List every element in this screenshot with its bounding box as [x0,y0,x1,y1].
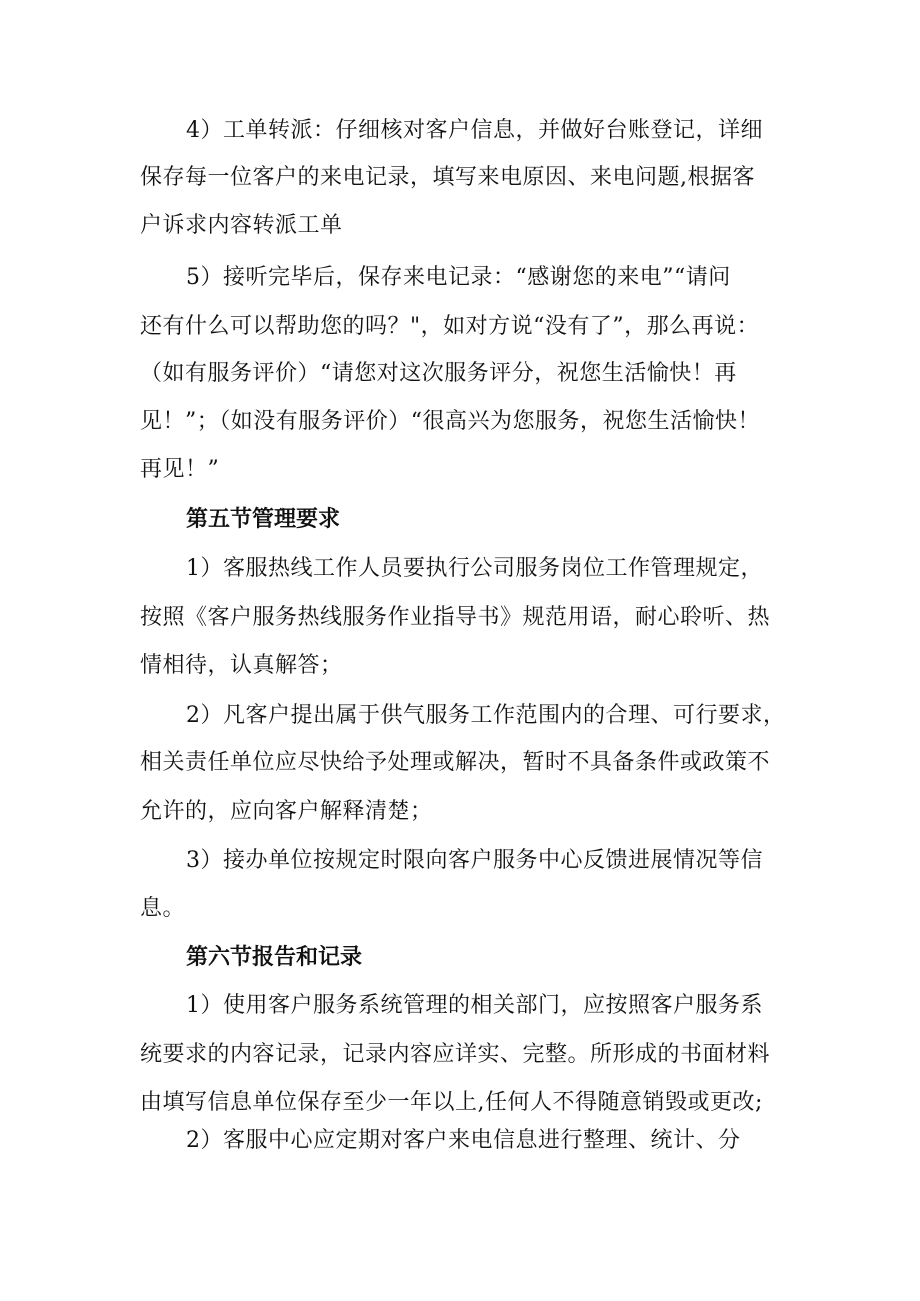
paragraph-5-line-2: 还有什么可以帮助您的吗？"，如对方说“没有了”，那么再说： [140,314,760,339]
section-heading-6: 第六节报告和记录 [186,945,363,970]
paragraph-5-line-4: 见！”；（如没有服务评价）“很高兴为您服务，祝您生活愉快！ [140,409,760,434]
mgmt-2-line-3: 允许的，应向客户解释清楚； [140,799,433,824]
paragraph-4-line-3: 户诉求内容转派工单 [140,213,343,238]
paragraph-4-line-1: 4）工单转派：仔细核对客户信息，并做好台账登记，详细 [186,118,763,143]
report-1-line-1: 1）使用客户服务系统管理的相关部门，应按照客户服务系 [186,993,763,1018]
section-heading-5: 第五节管理要求 [186,507,341,532]
mgmt-1-line-1: 1）客服热线工作人员要执行公司服务岗位工作管理规定， [186,556,763,581]
paragraph-5-line-1: 5）接听完毕后，保存来电记录：“感谢您的来电”“请问 [186,265,731,290]
report-2-line-1: 2）客服中心应定期对客户来电信息进行整理、统计、分 [186,1128,741,1153]
mgmt-3-line-2: 息。 [140,896,186,921]
mgmt-1-line-3: 情相待，认真解答； [140,653,343,678]
report-1-line-3: 由填写信息单位保存至少一年以上,任何人不得随意销毁或更改; [140,1090,763,1115]
report-1-line-2: 统要求的内容记录，记录内容应详实、完整。所形成的书面材料 [140,1042,771,1067]
mgmt-2-line-2: 相关责任单位应尽快给予处理或解决，暂时不具备条件或政策不 [140,750,771,775]
paragraph-5-line-3: （如有服务评价）“请您对这次服务评分，祝您生活愉快！再 [140,361,737,386]
paragraph-4-line-2: 保存每一位客户的来电记录，填写来电原因、来电问题,根据客 [140,165,755,190]
mgmt-1-line-2: 按照《客户服务热线服务作业指导书》规范用语，耐心聆听、热 [140,605,771,630]
mgmt-2-line-1: 2）凡客户提出属于供气服务工作范围内的合理、可行要求， [186,703,786,728]
paragraph-5-line-5: 再见！” [140,457,220,482]
mgmt-3-line-1: 3）接办单位按规定时限向客户服务中心反馈进展情况等信 [186,848,763,873]
